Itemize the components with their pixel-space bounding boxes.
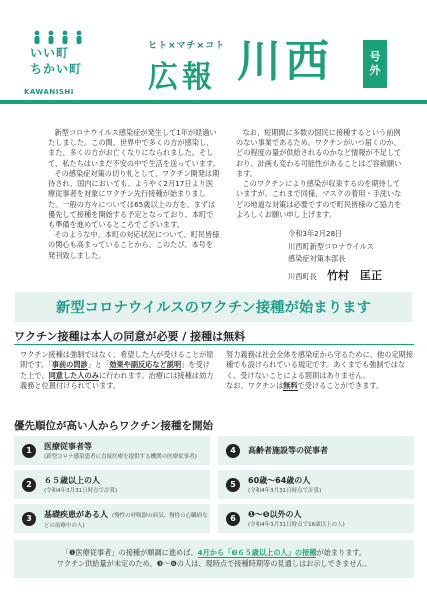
priority-number: 4 [226,444,240,458]
logo-text-en: KAWANISHI [24,88,74,96]
schedule-note-1a: 「❶医療従事者」の接種が順調に進めば、 [61,548,198,558]
priority-main-label: 高齢者施設等の従事者 [248,446,328,455]
consent-right-text [226,350,416,392]
consent-right-3: で受けることができます。 [297,381,384,391]
intro-paragraph-5: このワクチンにより感染が収束するのを期待していますが、これまで同様、マスクの着用・手洗いなどの地道な対策は必要ですので町民皆様のご協力をよろしくお願い申し上げます。 [236,179,402,219]
priority-text [248,445,328,456]
header-subtitle: ヒト×マチ×コト [148,41,226,51]
priority-main-label: 医療従事者等 [44,442,92,451]
priority-grid [14,436,414,536]
priority-main-line [44,509,210,529]
signature-role: 川西町長 [288,271,317,281]
consent-highlight-1: 事前の問診 [51,360,88,370]
priority-number: 1 [22,444,36,458]
consent-left-3: 」を受けた上で、 [20,360,210,380]
priority-item-4 [218,436,414,465]
signature-org-1: 川西町新型コロナウイルス [288,241,374,251]
priority-note: (令和4年3月31日時点で計算) [44,488,118,494]
priority-note: (令和4年3月31日時点で計算) [248,488,322,494]
intro-paragraph-4: なお、短期間に多数の国民に接種するという前例のない事業であるため、ワクチンがいつ届くのか、どの程度の量が供給されるのかなど情報が不足しており、計画も変わる可能性があることはご容赦願います。 [236,128,402,178]
intro-paragraph-1: 新型コロナウイルス感染症が発生して1年が経過いたしました。この間、世界中で多くの方が感染し、また、多くの方がお亡くなりになられました。そして、私たちはいまだ不安の中で生活を送っています。 [48,128,220,168]
priority-number: 5 [226,478,240,492]
priority-text [248,509,345,528]
priority-number: 3 [22,512,36,526]
priority-text [248,475,321,494]
consent-right-2: なお、ワクチンは [226,381,284,391]
header-town-name: 川西 [237,36,333,87]
logo-text-line2: ちかい町 [30,62,83,76]
consent-divider [14,344,414,345]
schedule-note-line-2: ワクチン供給量が未定のため、❸～❻の人は、現時点で接種時期等の見通しはお示しできません。 [56,559,372,568]
priority-note: (新型コロナ感染患者に直接医療を提供する機関の医療従事者) [44,454,197,460]
header-title: 広報 [148,60,216,95]
priority-item-2 [14,470,210,499]
priority-main-label: 基礎疾患がある人 [44,509,108,519]
priority-note: (慢性の呼吸器の病気、慢性の心臓病などの治療中の人) [44,512,208,529]
priority-main-label: 60歳～64歳の人 [248,476,311,485]
priority-heading: 優先順位が高い人からワクチン接種を開始 [14,420,213,432]
intro-right-column [236,128,404,220]
signature-name-line [288,266,382,285]
signature-block [288,228,382,285]
priority-text [44,475,117,494]
priority-item-6 [218,504,414,533]
priority-main-1 [44,441,197,452]
town-logo [20,30,92,102]
priority-note: (令和4年3月31日時点で16歳以上の人) [248,522,345,528]
consent-highlight-2: 効果や副反応など説明 [109,360,182,370]
consent-left-text [20,350,216,392]
signature-date: 令和3年2月28日 [288,229,343,238]
priority-main-label: ６５歳以上の人 [44,476,100,485]
priority-number: 2 [22,478,36,492]
header-divider [0,100,427,104]
priority-number: 6 [226,512,240,526]
consent-right-1: 努力義務は社会全体を感染症から守るために、他の定期接種でも設けられている規定です。あくまでも強制ではなく、受けないことによる罰則はありません。 [226,350,413,380]
extra-edition-badge [363,40,387,88]
intro-left-column [48,128,220,261]
priority-main-label: ❶～❺以外の人 [248,510,302,519]
consent-free-highlight: 無料 [283,381,298,391]
logo-text-line1: いい町 [30,46,70,60]
section-banner: 新型コロナウイルスのワクチン接種が始まります [15,292,412,322]
badge-char-2: 外 [369,64,381,77]
schedule-note-line-1 [62,548,366,559]
intro-paragraph-3: そのような中、本町の対応状況について、町民皆様の関心も高まっていることから、このたび、本号を発刊致しました。 [48,230,220,260]
consent-highlight-3: 同意した人のみ [48,370,99,380]
schedule-note-1c: が始まります。 [316,548,367,558]
consent-heading: ワクチン接種は本人の同意が必要 / 接種は無料 [14,330,246,343]
priority-item-1 [14,436,210,465]
schedule-note-highlight: 4月から「❷６５歳以上の人」の接種 [197,548,317,558]
schedule-note [14,540,414,578]
signature-name: 竹村 匡正 [327,268,383,282]
signature-org-2: 感染症対策本部長 [288,254,346,264]
priority-item-5 [218,470,414,499]
people-icon [30,30,86,44]
priority-item-3 [14,504,210,533]
consent-left-1: ワクチン接種は強制ではなく、希望した人が受けることが原則です。「 [20,350,214,370]
priority-text [44,509,210,529]
consent-right-line2 [226,381,416,391]
priority-text [44,441,197,460]
consent-left-2: 」と「 [87,360,110,370]
consent-left-4: に行われます。治療には接種は効力義務と位置付けられています。 [20,370,214,391]
badge-char-1: 号 [369,50,381,64]
intro-paragraph-2: その感染症対策の切り札として、ワクチン開発は期待され、国内においても、ようやく2月17日より医療従事者を対象にワクチン先行接種が始まりました。一般の方々については65歳以上の方を、まずは優先して接種を開始する予定となっており、本町でも準備を進めているところでございます。 [48,168,220,229]
